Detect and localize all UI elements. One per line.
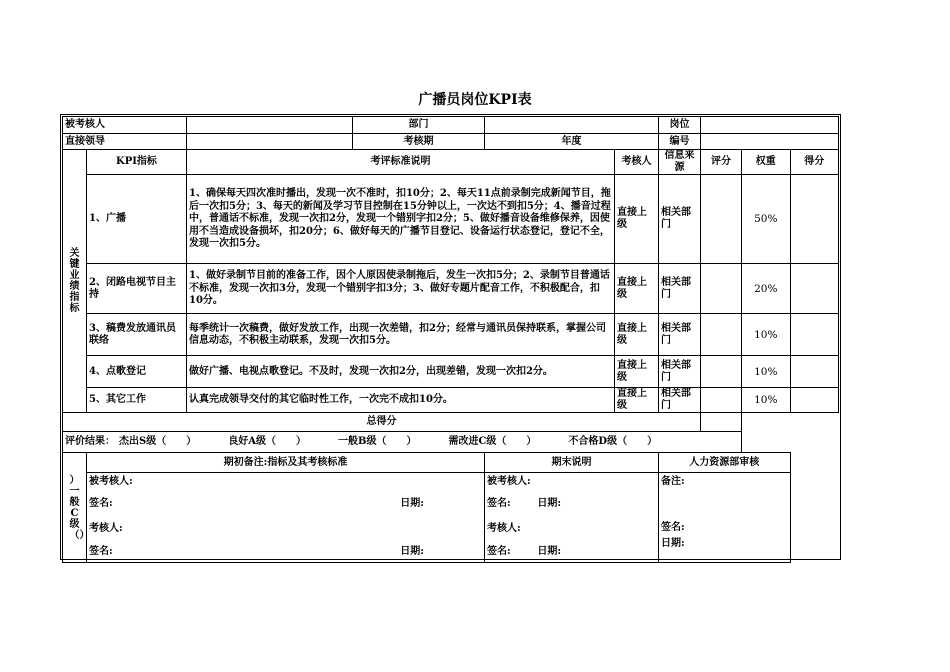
col-criteria: 考评标准说明 — [187, 150, 615, 175]
table-row — [63, 388, 839, 413]
kpi-score[interactable] — [701, 175, 742, 264]
table-row — [63, 314, 839, 356]
final-notes-title: 期末说明 — [485, 453, 659, 473]
kpi-table — [62, 116, 839, 563]
col-assessor: 考核人 — [615, 150, 659, 175]
hr-review-panel[interactable] — [659, 473, 790, 563]
kpi-assessor: 直接上级 — [615, 175, 659, 264]
kpi-assessor: 直接上级 — [615, 356, 659, 388]
dept-value[interactable] — [485, 117, 659, 134]
post-label: 岗位 — [659, 117, 701, 134]
leader-label: 直接领导 — [63, 134, 187, 150]
kpi-weight: 10% — [742, 356, 790, 388]
kpi-weight: 10% — [742, 388, 790, 413]
grade-b[interactable]: 一般B级（ ） — [338, 436, 417, 447]
examinee-value[interactable] — [187, 117, 353, 134]
sign-label: 签名: — [89, 498, 113, 509]
grade-d[interactable]: 不合格D级（ ） — [568, 436, 658, 447]
col-score: 评分 — [701, 150, 742, 175]
kpi-score[interactable] — [701, 356, 742, 388]
date-label: 日期: — [661, 538, 685, 549]
remark-label: 备注: — [661, 476, 685, 487]
date-label: 日期: — [400, 498, 424, 509]
kpi-criteria: 每季统计一次稿费，做好发放工作，出现一次差错，扣2分；经常与通讯员保持联系，掌握公司信息动态，不积极主动联系，发现一次扣5分。 — [187, 314, 615, 356]
assessor-sign-label: 考核人: — [89, 523, 123, 534]
total-value[interactable] — [701, 413, 742, 432]
examinee-label: 被考核人 — [63, 117, 187, 134]
grade-s[interactable]: 杰出S级（ ） — [119, 436, 197, 447]
final-notes-panel[interactable] — [485, 473, 659, 563]
kpi-name: 3、稿费发放通讯员联络 — [87, 314, 187, 356]
initial-notes-panel[interactable] — [87, 473, 485, 563]
grade-c[interactable]: 需改进C级（ ） — [448, 436, 537, 447]
kpi-points[interactable] — [790, 175, 838, 264]
sign-label: 签名: — [487, 498, 511, 509]
year-label: 年度 — [485, 134, 659, 150]
kpi-weight: 10% — [742, 314, 790, 356]
leader-value[interactable] — [187, 134, 353, 150]
number-value[interactable] — [701, 134, 839, 150]
examinee-sign-label: 被考核人: — [89, 476, 133, 487]
kpi-source: 相关部门 — [659, 388, 701, 413]
kpi-source: 相关部门 — [659, 264, 701, 314]
hr-review-title: 人力资源部审核 — [659, 453, 790, 473]
kpi-points[interactable] — [790, 388, 838, 413]
kpi-criteria: 做好广播、电视点歌登记。不及时，发现一次扣2分，出现差错，发现一次扣2分。 — [187, 356, 615, 388]
table-row — [63, 175, 839, 264]
col-kpi: KPI指标 — [87, 150, 187, 175]
kpi-assessor: 直接上级 — [615, 314, 659, 356]
date-label: 日期: — [537, 546, 562, 557]
period-label: 考核期 — [353, 134, 485, 150]
kpi-points[interactable] — [790, 314, 838, 356]
kpi-source: 相关部门 — [659, 175, 701, 264]
kpi-criteria: 认真完成领导交付的其它临时性工作，一次完不成扣10分。 — [187, 388, 615, 413]
kpi-score[interactable] — [701, 264, 742, 314]
kpi-score[interactable] — [701, 388, 742, 413]
kpi-assessor: 直接上级 — [615, 388, 659, 413]
kpi-criteria: 1、确保每天四次准时播出，发现一次不准时，扣10分；2、每天11点前录制完成新闻节目，拖后一次扣5分；3、每天的新闻及学习节目控制在15分钟以上，一次达不到扣5分；4、播音过程中，普通话不标准，发现一次扣2分，发现一个错别字扣2分；5、做好播音设备维修保养，因使用不当造成设备损坏，扣20分；6、做好每天的广播节目登记、设备运行状态登记，登记不全，发现一次扣5分。 — [187, 175, 615, 264]
assessor-sign-label: 考核人: — [487, 523, 521, 534]
sign-label: 签名: — [487, 546, 511, 557]
date-label: 日期: — [537, 498, 562, 509]
date-label: 日期: — [400, 546, 424, 557]
dept-label: 部门 — [353, 117, 485, 134]
evaluation-label: 评价结果： — [65, 436, 115, 447]
grade-a[interactable]: 良好A级（ ） — [228, 436, 306, 447]
footer-side-label: ）一般C级（） — [63, 453, 87, 563]
kpi-name: 2、闭路电视节目主持 — [87, 264, 187, 314]
kpi-source: 相关部门 — [659, 356, 701, 388]
number-label: 编号 — [659, 134, 701, 150]
examinee-sign-label: 被考核人: — [487, 476, 531, 487]
page-title: 广播员岗位KPI表 — [418, 92, 532, 108]
kpi-points[interactable] — [790, 264, 838, 314]
col-weight: 权重 — [742, 150, 790, 175]
total-label: 总得分 — [63, 413, 701, 432]
initial-notes-title: 期初备注:指标及其考核标准 — [87, 453, 485, 473]
kpi-assessor: 直接上级 — [615, 264, 659, 314]
kpi-weight: 20% — [742, 264, 790, 314]
col-source: 信息来源 — [659, 150, 701, 175]
kpi-name: 5、其它工作 — [87, 388, 187, 413]
col-points: 得分 — [790, 150, 838, 175]
table-row — [63, 264, 839, 314]
kpi-weight: 50% — [742, 175, 790, 264]
kpi-source: 相关部门 — [659, 314, 701, 356]
kpi-points[interactable] — [790, 356, 838, 388]
kpi-name: 1、广播 — [87, 175, 187, 264]
table-row — [63, 356, 839, 388]
kpi-score[interactable] — [701, 314, 742, 356]
sign-label: 签名: — [661, 522, 685, 533]
kpi-name: 4、点歌登记 — [87, 356, 187, 388]
sign-label: 签名: — [89, 546, 113, 557]
section-label: 关键业绩指标 — [63, 150, 87, 413]
evaluation-row — [63, 432, 742, 453]
kpi-criteria: 1、做好录制节目前的准备工作，因个人原因使录制拖后，发生一次扣5分；2、录制节目普通话不标准，发现一次扣3分，发现一个错别字扣3分；3、做好专题片配音工作，不积极配合，扣10分。 — [187, 264, 615, 314]
post-value[interactable] — [701, 117, 839, 134]
